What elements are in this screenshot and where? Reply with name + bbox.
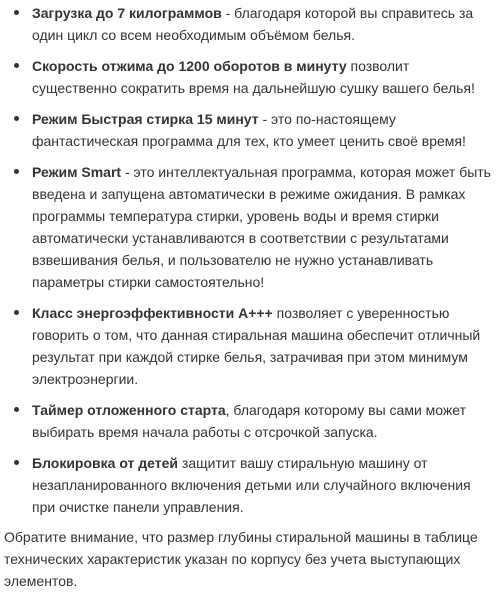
depth-note: Обратите внимание, что размер глубины стиральной машины в таблице технических характеристик указан по корпусу без учета выступающих элементов. bbox=[4, 529, 478, 589]
feature-item-child-lock bbox=[4, 452, 496, 518]
feature-title: Режим Быстрая стирка 15 минут bbox=[32, 111, 259, 127]
feature-title: Блокировка от детей bbox=[32, 455, 179, 471]
bullet-icon bbox=[14, 116, 19, 121]
feature-item-smart-mode bbox=[4, 161, 496, 293]
feature-text: позволяет с уверенностью говорить о том, что данная стиральная машина обеспечит отличный результат при каждой стирке белья, затрачивая при этом минимум электроэнергии. bbox=[32, 305, 481, 387]
feature-item-quick-wash bbox=[4, 108, 496, 152]
feature-item-spin-speed bbox=[4, 55, 496, 99]
bullet-icon bbox=[14, 310, 19, 315]
feature-title: Режим Smart bbox=[32, 164, 122, 180]
feature-text: позволит существенно сократить время на дальнейшую сушку вашего белья! bbox=[32, 58, 475, 96]
feature-text: - это по-настоящему фантастическая программа для тех, кто умеет ценить своё время! bbox=[32, 111, 466, 149]
feature-title: Класс энергоэффективности А+++ bbox=[32, 305, 273, 321]
feature-list bbox=[4, 2, 496, 518]
product-description bbox=[0, 2, 500, 589]
feature-text: , благодаря которому вы сами может выбирать время начала работы с отсрочкой запуска. bbox=[32, 402, 467, 440]
feature-text: защитит вашу стиральную машину от незапланированного включения детьми или случайного включения при очистке панели управления. bbox=[32, 455, 471, 515]
bullet-icon bbox=[14, 10, 19, 15]
bullet-icon bbox=[14, 407, 19, 412]
feature-title: Скорость отжима до 1200 оборотов в минуту bbox=[32, 58, 347, 74]
bullet-icon bbox=[14, 460, 19, 465]
feature-item-delay-timer bbox=[4, 399, 496, 443]
bullet-icon bbox=[14, 63, 19, 68]
feature-item-energy-class bbox=[4, 302, 496, 390]
feature-text: - это интеллектуальная программа, которая может быть введена и запущена автоматически в режиме ожидания. В рамках программы температура стирки, уровень воды и время стирки автоматически устанавливаются в соответствии с результатами взвешивания белья, и пользователю не нужно устанавливать параметры стирки самостоятельно! bbox=[32, 164, 491, 290]
feature-title: Таймер отложенного старта bbox=[32, 402, 226, 418]
feature-text: - благодаря которой вы справитесь за один цикл со всем необходимым объёмом белья. bbox=[32, 5, 474, 43]
bullet-icon bbox=[14, 169, 19, 174]
feature-title: Загрузка до 7 килограммов bbox=[32, 5, 222, 21]
feature-item-capacity bbox=[4, 2, 496, 46]
